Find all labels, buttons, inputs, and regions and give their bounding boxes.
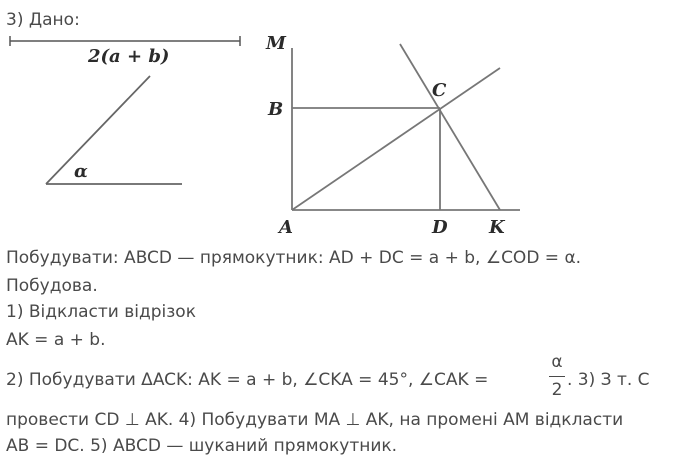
step-2-before-fraction: 2) Побудувати ΔACK: AK = a + b, ∠CKA = 45°, ∠CAK = bbox=[6, 370, 489, 390]
point-B-label: B bbox=[268, 99, 284, 120]
segment-label: 2(a + b) bbox=[88, 46, 170, 67]
point-K-label: K bbox=[489, 217, 505, 238]
angle-alpha-label: α bbox=[74, 161, 88, 182]
point-D-label: D bbox=[432, 217, 448, 238]
step-1: 1) Відкласти відрізок bbox=[6, 302, 196, 322]
construction-heading: Побудова. bbox=[6, 276, 98, 296]
fraction-bar bbox=[549, 376, 565, 377]
given-angle bbox=[46, 76, 182, 184]
construction-figure bbox=[292, 44, 520, 210]
point-C-label: C bbox=[432, 80, 447, 101]
given-label: 3) Дано: bbox=[6, 10, 80, 30]
step-2-after-fraction: . 3) З т. C bbox=[567, 370, 650, 390]
given-segment bbox=[10, 36, 240, 46]
task-statement: Побудувати: ABCD — прямокутник: AD + DC = a + b, ∠COD = α. bbox=[6, 248, 582, 268]
fraction-numerator: α bbox=[551, 352, 563, 372]
step-4-5: AB = DC. 5) ABCD — шуканий прямокутник. bbox=[6, 436, 398, 456]
fraction-denominator: 2 bbox=[551, 380, 563, 400]
point-M-label: M bbox=[266, 33, 286, 54]
step-1-segment: AK = a + b. bbox=[6, 330, 106, 350]
step-3-4: провести CD ⊥ AK. 4) Побудувати MA ⊥ AK, на промені AM відкласти bbox=[6, 410, 624, 430]
point-A-label: A bbox=[279, 217, 293, 238]
